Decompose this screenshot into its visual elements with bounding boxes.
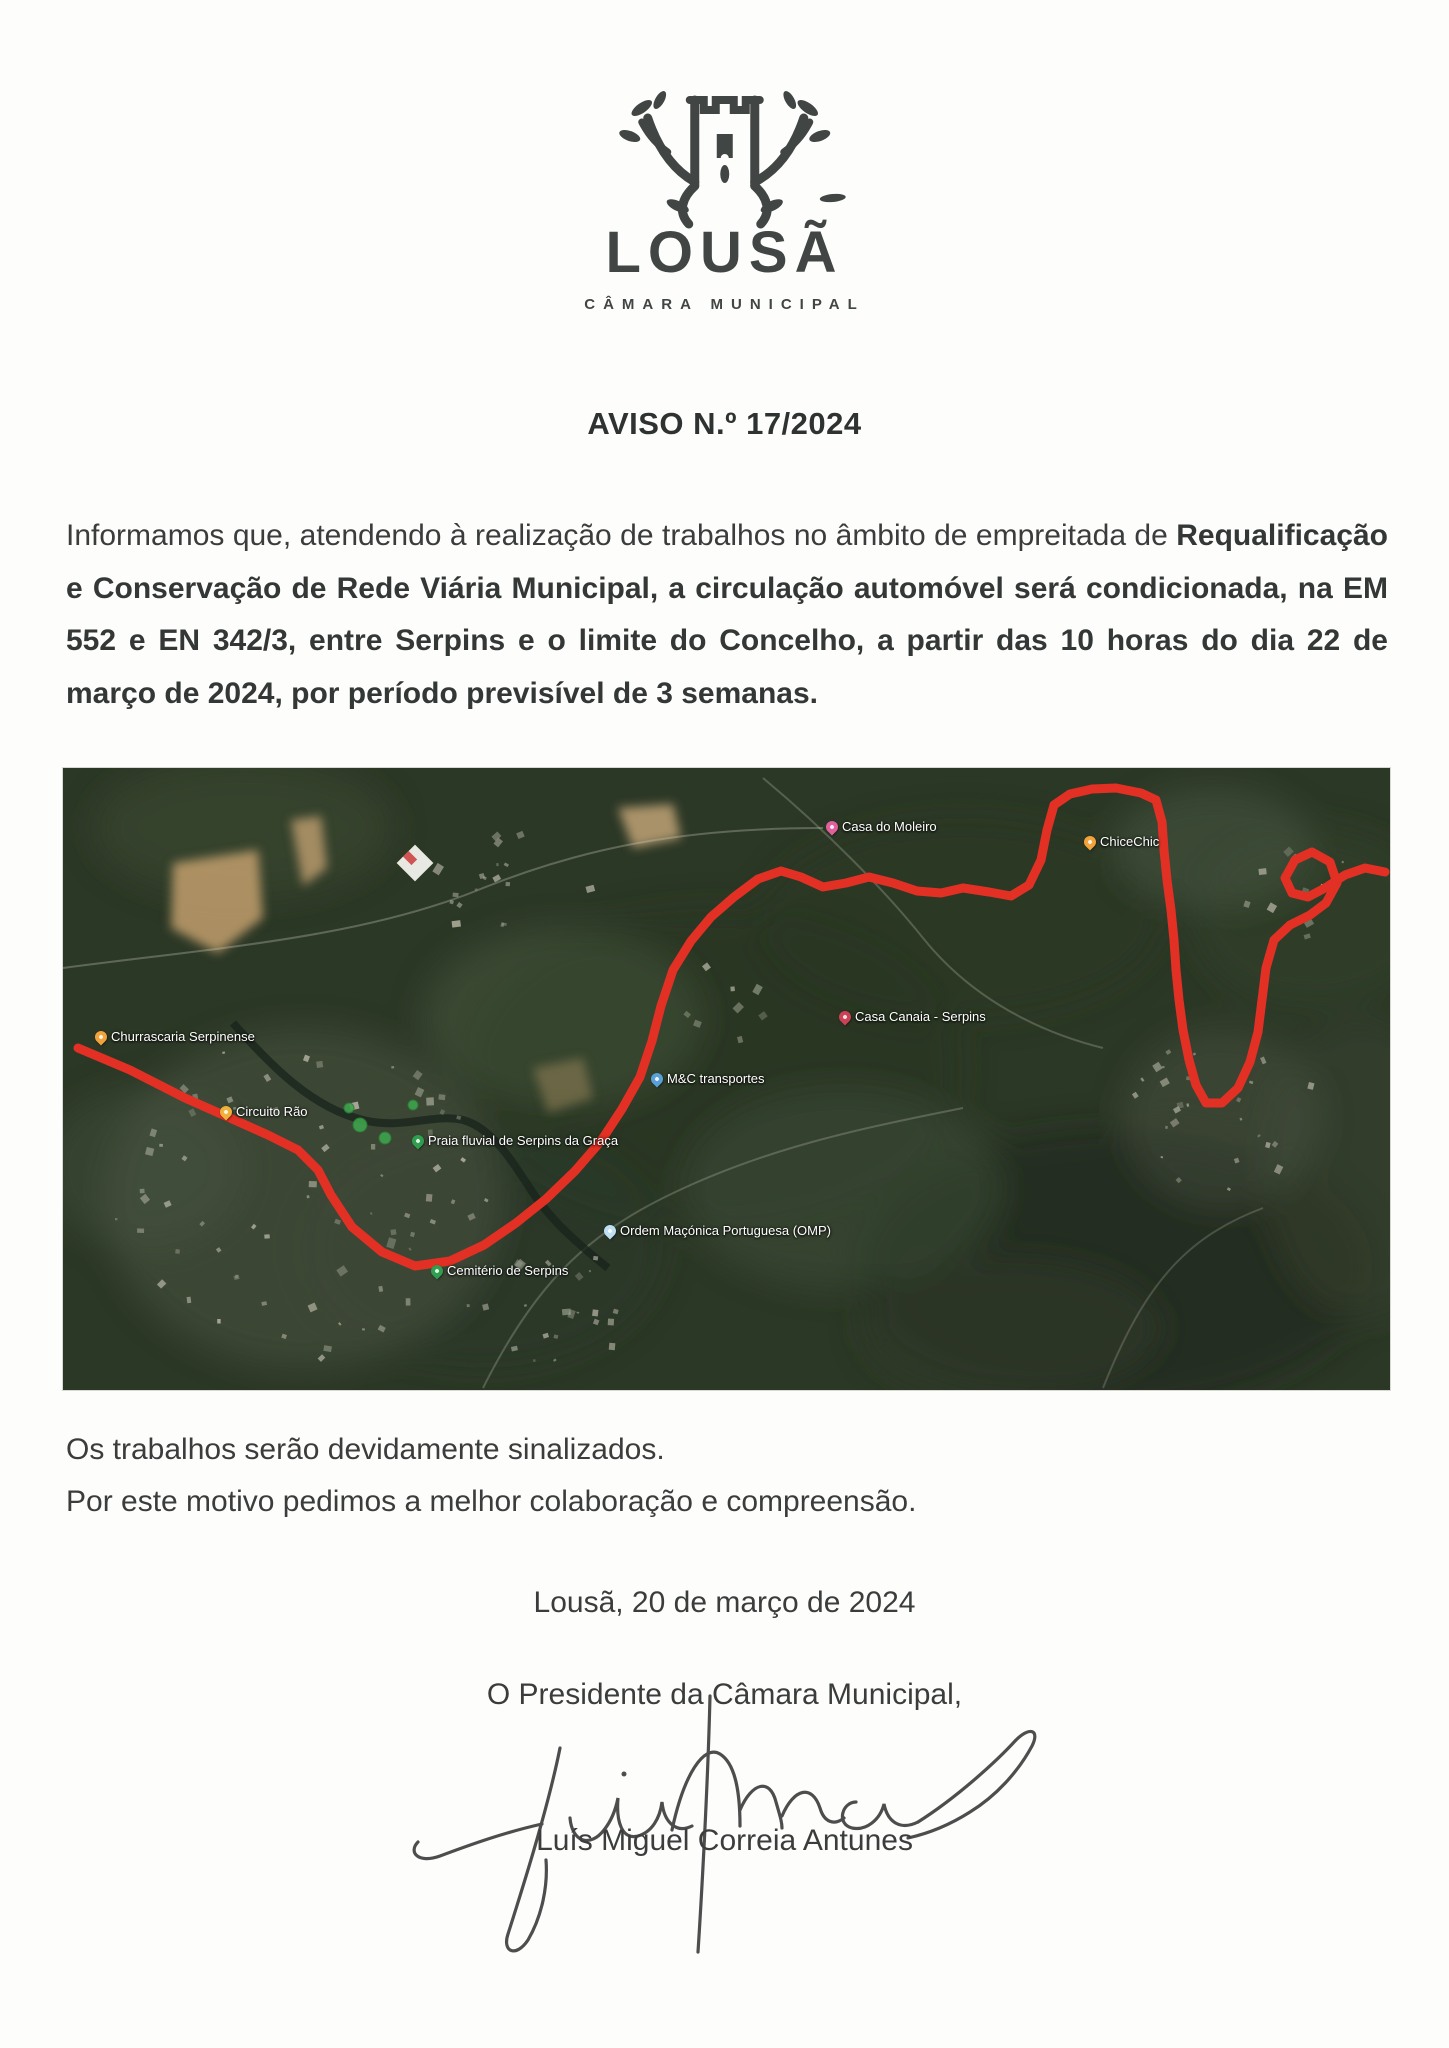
map-marker-label: Cemitério de Serpins (447, 1263, 569, 1278)
place-date-line: Lousã, 20 de março de 2024 (533, 1586, 916, 1619)
map-marker-label: Praia fluvial de Serpins da Graça (428, 1133, 619, 1148)
map-marker-label: Ordem Maçónica Portuguesa (OMP) (620, 1223, 831, 1238)
map-marker (826, 819, 937, 834)
map-marker-label: ChiceChic (1100, 834, 1160, 849)
signer-name: Luís Miguel Correia Antunes (536, 1824, 913, 1857)
map-marker (431, 1263, 568, 1278)
lousa-castle-deer-icon (589, 78, 859, 238)
map-pin-icon (602, 1222, 619, 1239)
map-marker (412, 1133, 618, 1148)
notice-title: AVISO N.º 17/2024 (587, 406, 862, 441)
logo-subtitle: CÂMARA MUNICIPAL (584, 296, 865, 313)
map-pin-icon (218, 1103, 235, 1120)
closing-line-2: Por este motivo pedimos a melhor colaboração e compreensão. (66, 1485, 917, 1518)
map-marker (651, 1071, 765, 1086)
map-pin-icon (649, 1070, 666, 1087)
map-pin-icon (410, 1132, 427, 1149)
map-pin-icon (1082, 833, 1099, 850)
closing-lines (66, 1424, 916, 1528)
map-marker (839, 1009, 986, 1024)
map-pin-icon (93, 1028, 110, 1045)
route-map (63, 768, 1390, 1390)
president-signature (410, 1690, 1050, 1975)
logo-wordmark: LOUSÃ (605, 220, 844, 285)
map-marker-label: M&C transportes (667, 1071, 765, 1086)
map-pin-icon (837, 1008, 854, 1025)
municipality-logo (584, 78, 864, 313)
map-marker-label: Casa do Moleiro (842, 819, 937, 834)
map-marker (604, 1223, 831, 1238)
map-marker-label: Casa Canaia - Serpins (855, 1009, 986, 1024)
closing-line-1: Os trabalhos serão devidamente sinalizados. (66, 1433, 665, 1466)
body-emphasis: Requalificação e Conservação de Rede Viária Municipal, a circulação automóvel será condicionada, na EM 552 e EN 342/3, entre Serpins e o limite do Concelho, a partir das 10 horas do dia 22 de março de 2024, por período previsível de 3 semanas. (66, 519, 1388, 710)
map-marker (220, 1104, 308, 1119)
map-pin-icon (824, 818, 841, 835)
map-marker-label: Circuito Rão (236, 1104, 308, 1119)
map-marker-label: Churrascaria Serpinense (111, 1029, 255, 1044)
signer-title: O Presidente da Câmara Municipal, (486, 1678, 963, 1711)
map-marker (95, 1029, 255, 1044)
body-intro: Informamos que, atendendo à realização de trabalhos no âmbito de empreitada de (66, 519, 1177, 552)
notice-body (66, 510, 1388, 720)
map-pin-icon (429, 1262, 446, 1279)
map-marker (1084, 834, 1159, 849)
